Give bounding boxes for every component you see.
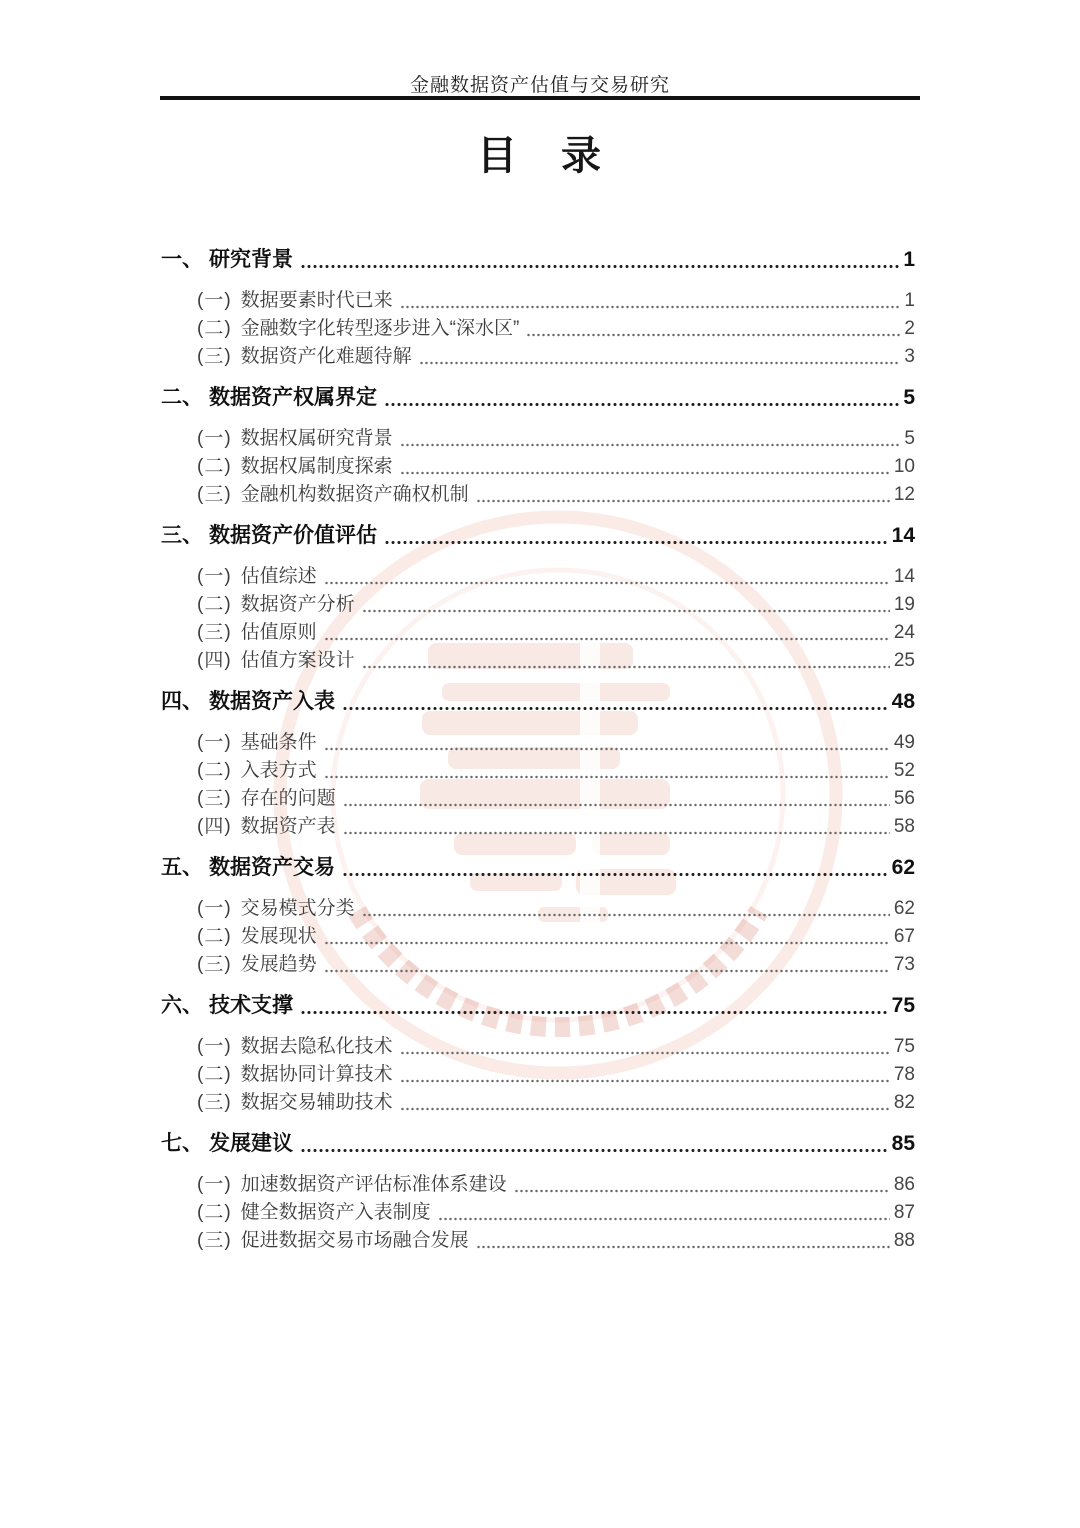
- toc-entry-title: 数据权属研究背景: [240, 428, 393, 449]
- toc-entry-page: 67: [893, 926, 915, 947]
- toc-entry-page: 86: [893, 1174, 915, 1195]
- toc-entry-page: 5: [903, 386, 915, 409]
- toc-entry-title: 研究背景: [209, 248, 293, 271]
- toc-entry-page: 75: [891, 994, 915, 1017]
- toc-entry-number: (三): [197, 954, 232, 975]
- toc-entry-number: (三): [197, 788, 232, 809]
- toc-item-row: [161, 813, 915, 841]
- dot-leader: [419, 360, 901, 366]
- toc-entry-number: 四、: [161, 690, 203, 713]
- toc-section-row: [161, 853, 915, 883]
- toc-entry-number: 二、: [161, 386, 203, 409]
- toc-entry-title: 数据资产分析: [240, 594, 355, 615]
- toc-item-row: [161, 481, 915, 509]
- dot-leader: [362, 664, 890, 670]
- dot-leader: [438, 1216, 890, 1222]
- toc-entry-number: (一): [197, 1036, 232, 1057]
- toc-entry-number: 一、: [161, 248, 203, 271]
- toc-entry-page: 14: [893, 566, 915, 587]
- toc-entry-page: 87: [893, 1202, 915, 1223]
- toc-item-row: [161, 1033, 915, 1061]
- toc-entry-number: (二): [197, 760, 232, 781]
- dot-leader: [384, 401, 899, 408]
- toc-entry-number: (三): [197, 346, 232, 367]
- toc-entry-title: 交易模式分类: [240, 898, 355, 919]
- toc-entry-page: 82: [893, 1092, 915, 1113]
- toc-entry-page: 12: [893, 484, 915, 505]
- dot-leader: [476, 1244, 890, 1250]
- toc-item-row: [161, 315, 915, 343]
- toc-entry-title: 数据资产价值评估: [209, 524, 377, 547]
- toc-entry-title: 数据资产权属界定: [209, 386, 377, 409]
- toc-section-row: [161, 521, 915, 551]
- toc-section-row: [161, 383, 915, 413]
- toc-entry-number: (一): [197, 428, 232, 449]
- toc-entry-title: 发展现状: [240, 926, 317, 947]
- toc-title: 目 录: [477, 133, 603, 178]
- toc-entry-number: (一): [197, 566, 232, 587]
- toc-item-row: [161, 785, 915, 813]
- toc-entry-page: 10: [893, 456, 915, 477]
- toc-item-row: [161, 425, 915, 453]
- dot-leader: [342, 705, 888, 712]
- toc-entry-page: 48: [891, 690, 915, 713]
- toc-item-row: [161, 729, 915, 757]
- dot-leader: [400, 1078, 890, 1084]
- toc-entry-number: 五、: [161, 856, 203, 879]
- toc-entry-title: 促进数据交易市场融合发展: [240, 1230, 469, 1251]
- toc-item-row: [161, 895, 915, 923]
- toc-entry-title: 估值综述: [240, 566, 317, 587]
- toc-entry-page: 56: [893, 788, 915, 809]
- dot-leader: [362, 912, 890, 918]
- toc-entry-number: (一): [197, 290, 232, 311]
- dot-leader: [514, 1188, 890, 1194]
- dot-leader: [400, 442, 901, 448]
- toc-entry-page: 2: [904, 318, 915, 339]
- toc-entry-page: 24: [893, 622, 915, 643]
- toc-entry-number: (二): [197, 1202, 232, 1223]
- dot-leader: [476, 498, 890, 504]
- dot-leader: [324, 580, 890, 586]
- toc-entry-title: 金融机构数据资产确权机制: [240, 484, 469, 505]
- toc-item-row: [161, 591, 915, 619]
- dot-leader: [343, 830, 890, 836]
- toc-entry-number: (三): [197, 622, 232, 643]
- toc-entry-title: 数据资产交易: [209, 856, 335, 879]
- toc-item-row: [161, 1089, 915, 1117]
- toc-entry-number: (二): [197, 318, 232, 339]
- toc-entry-title: 发展趋势: [240, 954, 317, 975]
- dot-leader: [342, 871, 888, 878]
- toc-entry-number: (二): [197, 594, 232, 615]
- toc-section-row: [161, 687, 915, 717]
- toc-item-row: [161, 1061, 915, 1089]
- toc-entry-page: 52: [893, 760, 915, 781]
- toc-entry-title: 存在的问题: [240, 788, 336, 809]
- toc-entry-title: 技术支撑: [209, 994, 293, 1017]
- toc-entry-title: 估值原则: [240, 622, 317, 643]
- dot-leader: [300, 263, 899, 270]
- dot-leader: [362, 608, 890, 614]
- toc-entry-title: 健全数据资产入表制度: [240, 1202, 431, 1223]
- running-head: 金融数据资产估值与交易研究: [409, 75, 670, 96]
- toc-entry-page: 88: [893, 1230, 915, 1251]
- toc-item-row: [161, 1171, 915, 1199]
- dot-leader: [324, 636, 890, 642]
- toc-entry-page: 14: [891, 524, 915, 547]
- toc-item-row: [161, 453, 915, 481]
- toc-entry-page: 3: [904, 346, 915, 367]
- dot-leader: [400, 304, 901, 310]
- dot-leader: [400, 1106, 890, 1112]
- toc-entry-title: 基础条件: [240, 732, 317, 753]
- toc-entry-title: 数据资产化难题待解: [240, 346, 412, 367]
- toc-entry-number: (三): [197, 1230, 232, 1251]
- toc-entry-number: (二): [197, 456, 232, 477]
- toc-entry-page: 1: [903, 248, 915, 271]
- toc-entry-page: 19: [893, 594, 915, 615]
- dot-leader: [324, 940, 890, 946]
- toc-entry-page: 5: [904, 428, 915, 449]
- dot-leader: [324, 774, 890, 780]
- toc-item-row: [161, 951, 915, 979]
- toc-item-row: [161, 343, 915, 371]
- toc-entry-page: 73: [893, 954, 915, 975]
- dot-leader: [324, 968, 890, 974]
- toc-entry-page: 62: [893, 898, 915, 919]
- toc-entry-number: (三): [197, 1092, 232, 1113]
- toc-entry-title: 数据资产表: [240, 816, 336, 837]
- toc-entry-title: 数据交易辅助技术: [240, 1092, 393, 1113]
- toc-entry-page: 75: [893, 1036, 915, 1057]
- toc-entry-title: 入表方式: [240, 760, 317, 781]
- toc-entry-page: 49: [893, 732, 915, 753]
- toc-item-row: [161, 757, 915, 785]
- toc-item-row: [161, 619, 915, 647]
- toc-entry-number: (一): [197, 898, 232, 919]
- toc-entry-number: (四): [197, 650, 232, 671]
- toc-entry-number: 六、: [161, 994, 203, 1017]
- toc-entry-title: 发展建议: [209, 1132, 293, 1155]
- dot-leader: [400, 470, 890, 476]
- toc-entry-number: (二): [197, 1064, 232, 1085]
- toc-entry-number: (一): [197, 732, 232, 753]
- dot-leader: [300, 1147, 888, 1154]
- header-rule: [160, 96, 920, 100]
- toc-list: [161, 233, 915, 1255]
- toc-entry-page: 62: [891, 856, 915, 879]
- toc-item-row: [161, 1199, 915, 1227]
- toc-entry-number: 三、: [161, 524, 203, 547]
- toc-entry-number: (一): [197, 1174, 232, 1195]
- toc-entry-title: 加速数据资产评估标准体系建设: [240, 1174, 507, 1195]
- toc-item-row: [161, 647, 915, 675]
- toc-item-row: [161, 1227, 915, 1255]
- toc-entry-title: 数据协同计算技术: [240, 1064, 393, 1085]
- toc-entry-page: 85: [891, 1132, 915, 1155]
- toc-entry-page: 78: [893, 1064, 915, 1085]
- dot-leader: [526, 332, 900, 338]
- toc-entry-title: 数据去隐私化技术: [240, 1036, 393, 1057]
- toc-entry-title: 数据资产入表: [209, 690, 335, 713]
- toc-section-row: [161, 991, 915, 1021]
- toc-entry-number: 七、: [161, 1132, 203, 1155]
- toc-section-row: [161, 1129, 915, 1159]
- dot-leader: [384, 539, 888, 546]
- dot-leader: [400, 1050, 890, 1056]
- toc-entry-title: 估值方案设计: [240, 650, 355, 671]
- toc-entry-page: 58: [893, 816, 915, 837]
- toc-entry-page: 25: [893, 650, 915, 671]
- toc-entry-number: (四): [197, 816, 232, 837]
- toc-item-row: [161, 923, 915, 951]
- toc-entry-title: 数据要素时代已来: [240, 290, 393, 311]
- toc-entry-title: 数据权属制度探索: [240, 456, 393, 477]
- dot-leader: [300, 1009, 888, 1016]
- toc-entry-number: (三): [197, 484, 232, 505]
- toc-section-row: [161, 245, 915, 275]
- dot-leader: [324, 746, 890, 752]
- toc-entry-page: 1: [904, 290, 915, 311]
- toc-item-row: [161, 563, 915, 591]
- toc-entry-title: 金融数字化转型逐步进入“深水区”: [240, 318, 520, 339]
- toc-entry-number: (二): [197, 926, 232, 947]
- dot-leader: [343, 802, 890, 808]
- toc-item-row: [161, 287, 915, 315]
